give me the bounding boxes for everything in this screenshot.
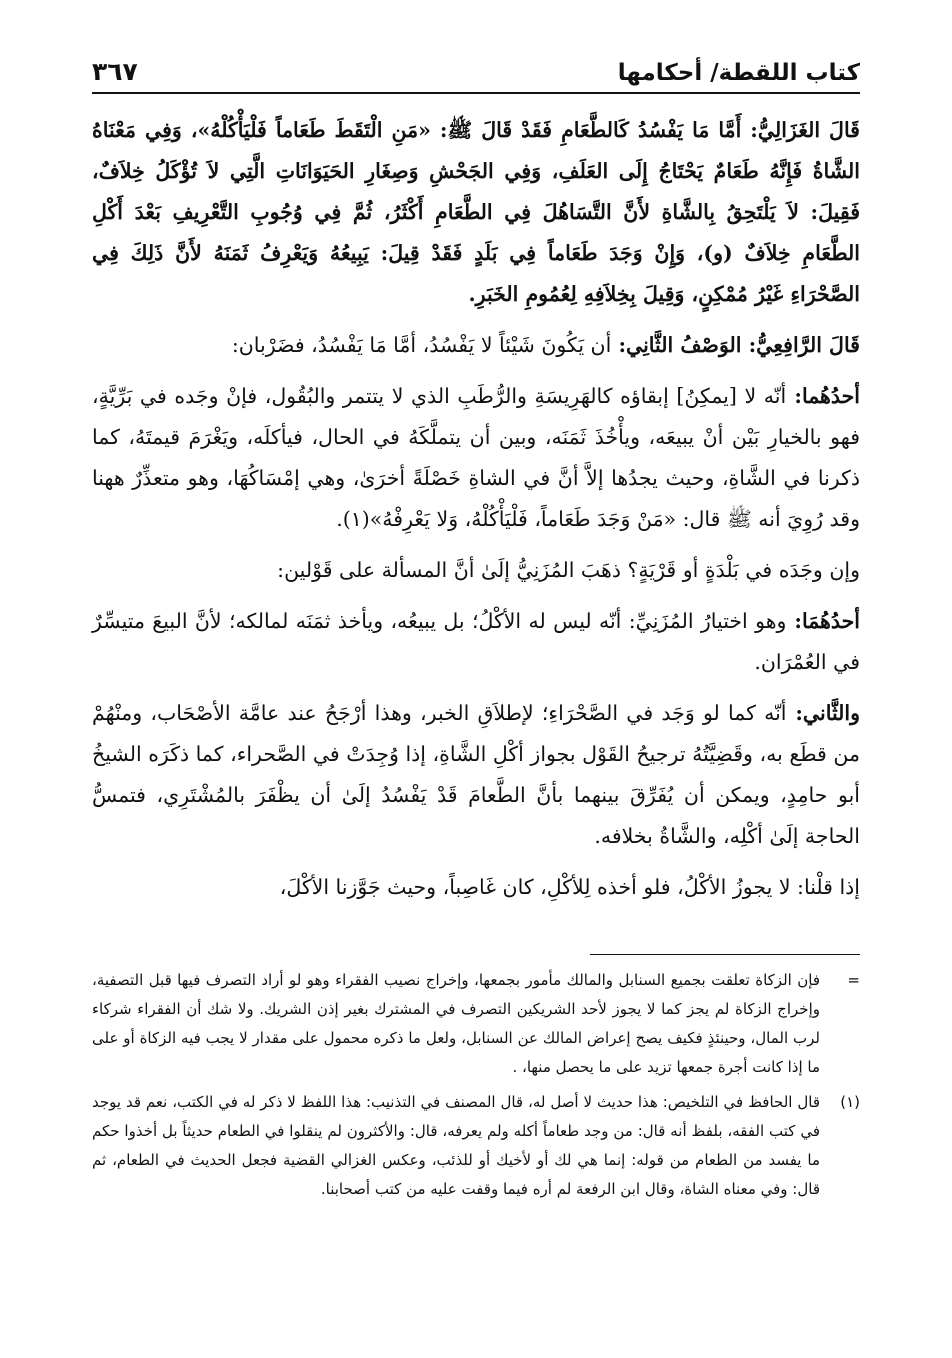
paragraph (92, 376, 860, 540)
chapter-title: كتاب اللقطة/ أحكامها (617, 60, 860, 86)
paragraph-text: قَالَ الغَزَالِيُّ: أَمَّا مَا يَفْسُدُ كَالطَّعَامِ فَقَدْ قَالَ ﷺ: «مَنِ الْتَقَطَ طَعَاماً فَلْيَأْكُلْهُ»، وَفِي مَعْنَاهُ الشَّاةُ فَإِنَّهُ طَعَامٌ يَحْتَاجُ إِلَى العَلَفِ، وَفِي الجَحْشِ وَصِغَارِ الحَيَوَانَاتِ الَّتِي لاَ تُؤْكَلُ خِلاَفٌ، فَقِيلَ: لاَ يَلْتَحِقُ بِالشَّاةِ لأَنَّ التَّسَاهُلَ فِي الطَّعَامِ أَكْثَرُ، ثُمَّ فِي وُجُوبِ التَّعْرِيفِ بَعْدَ أَكْلِ الطَّعَامِ خِلاَفٌ (و)، وَإِنْ وَجَدَ طَعَاماً فِي بَلَدٍ فَقَدْ قِيلَ: يَبِيعُهُ وَيَعْرِفُ ثَمَنَهُ لأَنَّ ذَلِكَ فِي الصَّحْرَاءِ غَيْرُ مُمْكِنٍ، وَقِيلَ بِخِلاَفِهِ لِعُمُومِ الخَبَرِ. (92, 118, 860, 306)
footnote-separator (590, 954, 860, 955)
footnote (92, 966, 860, 1082)
paragraph (92, 601, 860, 683)
page-number: ٣٦٧ (92, 57, 138, 86)
paragraph-lead: أحدُهُمَا: (786, 609, 860, 633)
footnote-text: فإن الزكاة تعلقت بجميع السنابل والمالك مأمور بجمعها، وإخراج نصيب الفقراء وهو لو أراد التصرف فيها قبل التصفية، وإخراج الزكاة لم يجز كما لا يجوز لأحد الشريكين التصرف في المشترك بغير إذن الشريك. ولا شك أن الفقراء شركاء لرب المال، وحينئذٍ فكيف يصح إعراض المالك عن السنابل، ولعل ما ذكره محمول على مقدار لا يجب فيه الزكاة أو على ما إذا كانت أجرة جمعها تزيد على ما يحصل منها، . (92, 971, 820, 1076)
footnote-marker: (١) (840, 1093, 860, 1111)
paragraph (92, 550, 860, 591)
footnotes (92, 966, 860, 1210)
paragraph-lead: والثَّاني: (786, 701, 860, 725)
paragraph (92, 110, 860, 315)
paragraph (92, 693, 860, 857)
page-header (92, 40, 860, 94)
paragraph (92, 867, 860, 908)
paragraph-lead: أحدُهُما: (786, 384, 860, 408)
paragraph-text: أن يَكُونَ شَيْئاً لا يَفْسُدُ، أمَّا مَا يَفْسُدُ، فضَرْبان: (231, 333, 612, 357)
paragraph-text: إذا قلْنا: لا يجوزُ الأكْلُ، فلو أخذه لِلأكْلِ، كان غَاصِباً، وحيث جَوَّزنا الأكْلَ، (279, 875, 860, 899)
footnote-marker: = (847, 971, 860, 989)
paragraph-text: أنّه لا [يمكِنُ] إبقاؤه كالهَرِيسَةِ والرُّطَبِ الذي لا يتتمر والبُقُول، فإنْ وجَده في بَرِّيَّةٍ، فهو بالخيارِ بَيْن أنْ يبيعَه، ويأْخُذَ ثَمَنَه، وبين أن يتملَّكَهُ في الحال، فيأكلَه، ويَغْرَمَ قيمتَهُ، كما ذكرنا في الشَّاةِ، وحيث يجدُها إلاَّ أنَّ في الشاةِ خَصْلَةً أخرَىٰ، وهي إمْسَاكُهَا، وهو متعذِّرٌ ههنا وقد رُوِيَ أنه ﷺ قال: «مَنْ وَجَدَ طَعَاماً، فَلْيَأْكُلْهُ، وَلا يَعْرِفْهُ»(١). (92, 384, 860, 531)
footnote-text: قال الحافظ في التلخيص: هذا حديث لا أصل له، قال المصنف في التذنيب: هذا اللفظ لا ذكر له في الكتب، نعم قد يوجد في كتب الفقه، بلفظ أنه قال: من وجد طعاماً أكله ولم يعرفه، قال: والأكثرون لم ينقلوا في الطعام حديثاً بل أخذوا حكم ما يفسد من الطعام من قوله: إنما هي لك أو لأخيك أو للذئب، وعكس الغزالي القضية فجعل الحديث في الطعام، ثم قال: وفي معناه الشاة، وقال ابن الرفعة لم أره فيما وقفت عليه من كتب أصحابنا. (92, 1093, 820, 1198)
footnote (92, 1088, 860, 1204)
paragraph-lead: قَالَ الرَّافِعِيُّ: الوَصْفُ الثَّانِي: (611, 333, 860, 357)
paragraph-text: وهو اختيارُ المُزَنِيِّ: أنّه ليس له الأكْلُ؛ بل يبيعُه، ويأخذ ثمَنَه لمالكه؛ لأنَّ البيعَ متيسِّرٌ في العُمْرَان. (92, 609, 860, 674)
paragraph (92, 325, 860, 366)
paragraph-text: وإن وجَدَه في بَلْدَةٍ أو قَرْيَةٍ؟ ذهَبَ المُزَنِيُّ إلَىٰ أنَّ المسألة على قَوْلين: (277, 558, 860, 582)
main-text (92, 110, 860, 930)
paragraph-text: أنّه كما لو وَجَد في الصَّحْرَاءِ؛ لإطلاَقِ الخبر، وهذا أرْجَحُ عند عامَّة الأصْحَاب، ومنْهُمْ من قطَع به، وقَضِيَّتُهُ ترجيحُ القَوْل بجواز أكْلِ الشَّاةِ، إذا وُجِدَتْ في الصَّحراء، كما ذكَرَه الشيخُ أبو حامِدٍ، ويمكن أن يُفَرِّقَ بينهما بأنَّ الطَّعامَ قَدْ يَفْسُدُ إلَىٰ أن يظْفَرَ بالمُشْتَرِي، فتمسُّ الحاجة إلَىٰ أكْلِه، والشَّاةُ بخلافه. (92, 701, 860, 848)
